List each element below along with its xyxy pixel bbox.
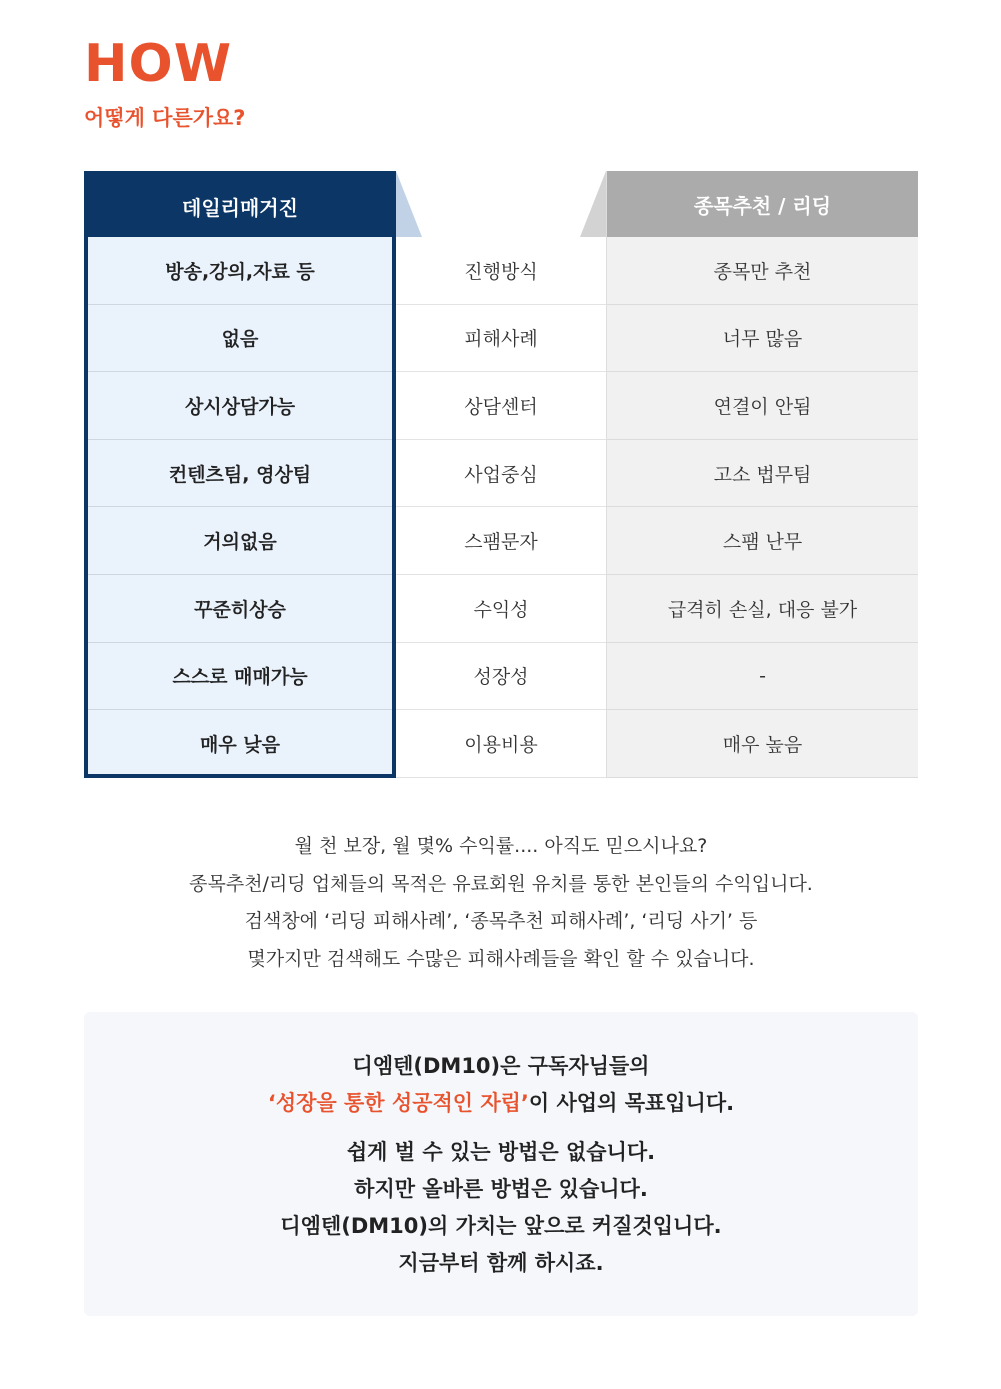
mission-goal-line <box>84 1085 918 1122</box>
right-cell: 연결이 안됨 <box>607 372 918 440</box>
paragraph-line: 월 천 보장, 월 몇% 수익률.... 아직도 믿으시나요? <box>294 835 708 857</box>
comparison-column-stockpicking <box>606 171 918 778</box>
warning-paragraph <box>84 828 918 978</box>
left-cell: 꾸준히상승 <box>88 575 392 643</box>
criterion-cell: 피해사례 <box>396 305 606 373</box>
mission-line: 디엠텐(DM10)은 구독자님들의 <box>352 1054 650 1078</box>
criterion-cell: 성장성 <box>396 643 606 711</box>
left-cell: 상시상담가능 <box>88 372 392 440</box>
left-cell: 컨텐츠팀, 영상팀 <box>88 440 392 508</box>
column-header-middle <box>396 171 606 237</box>
mission-box <box>84 1012 918 1316</box>
page-subtitle: 어떻게 다른가요? <box>84 106 246 130</box>
right-cell: - <box>607 643 918 711</box>
mission-highlight: ‘성장을 통한 성공적인 자립’ <box>267 1091 529 1115</box>
page-title: HOW <box>84 34 233 94</box>
mission-line: 하지만 올바른 방법은 있습니다. <box>354 1177 648 1201</box>
mission-line: 디엠텐(DM10)의 가치는 앞으로 커질것입니다. <box>280 1214 722 1238</box>
mission-line: 쉽게 벌 수 있는 방법은 없습니다. <box>346 1140 656 1164</box>
left-cell: 방송,강의,자료 등 <box>88 237 392 305</box>
left-cell: 거의없음 <box>88 507 392 575</box>
comparison-column-criteria <box>396 171 606 778</box>
paragraph-line: 몇가지만 검색해도 수많은 피해사례들을 확인 할 수 있습니다. <box>247 947 755 970</box>
left-cell: 매우 낮음 <box>199 734 281 757</box>
comparison-table <box>84 171 918 778</box>
right-cell: 종목만 추천 <box>607 237 918 305</box>
paragraph-line: 종목추천/리딩 업체들의 목적은 유료회원 유치를 통한 본인들의 수익입니다. <box>189 872 813 895</box>
column-header-left: 데일리매거진 <box>88 175 392 237</box>
criterion-cell: 사업중심 <box>396 440 606 508</box>
left-cell: 없음 <box>88 305 392 373</box>
right-cell: 스팸 난무 <box>607 507 918 575</box>
right-cell: 매우 높음 <box>607 710 918 778</box>
paragraph-line: 검색창에 ‘리딩 피해사례’, ‘종목추천 피해사례’, ‘리딩 사기’ 등 <box>244 910 758 932</box>
criterion-cell: 진행방식 <box>396 237 606 305</box>
criterion-cell: 이용비용 <box>396 710 606 778</box>
criterion-cell: 상담센터 <box>396 372 606 440</box>
criterion-cell: 스팸문자 <box>396 507 606 575</box>
mission-text <box>84 1048 918 1282</box>
right-cell: 고소 법무팀 <box>607 440 918 508</box>
right-cell: 급격히 손실, 대응 불가 <box>607 575 918 643</box>
comparison-column-dailymagazine <box>84 171 396 778</box>
mission-line: 지금부터 함께 하시죠. <box>398 1251 604 1275</box>
header-decor-left <box>396 171 422 237</box>
column-header-right: 종목추천 / 리딩 <box>607 171 918 237</box>
header-decor-right <box>580 171 606 237</box>
left-cell: 스스로 매매가능 <box>88 643 392 711</box>
mission-goal-rest: 이 사업의 목표입니다. <box>528 1091 735 1115</box>
criterion-cell: 수익성 <box>396 575 606 643</box>
right-cell: 너무 많음 <box>607 305 918 373</box>
